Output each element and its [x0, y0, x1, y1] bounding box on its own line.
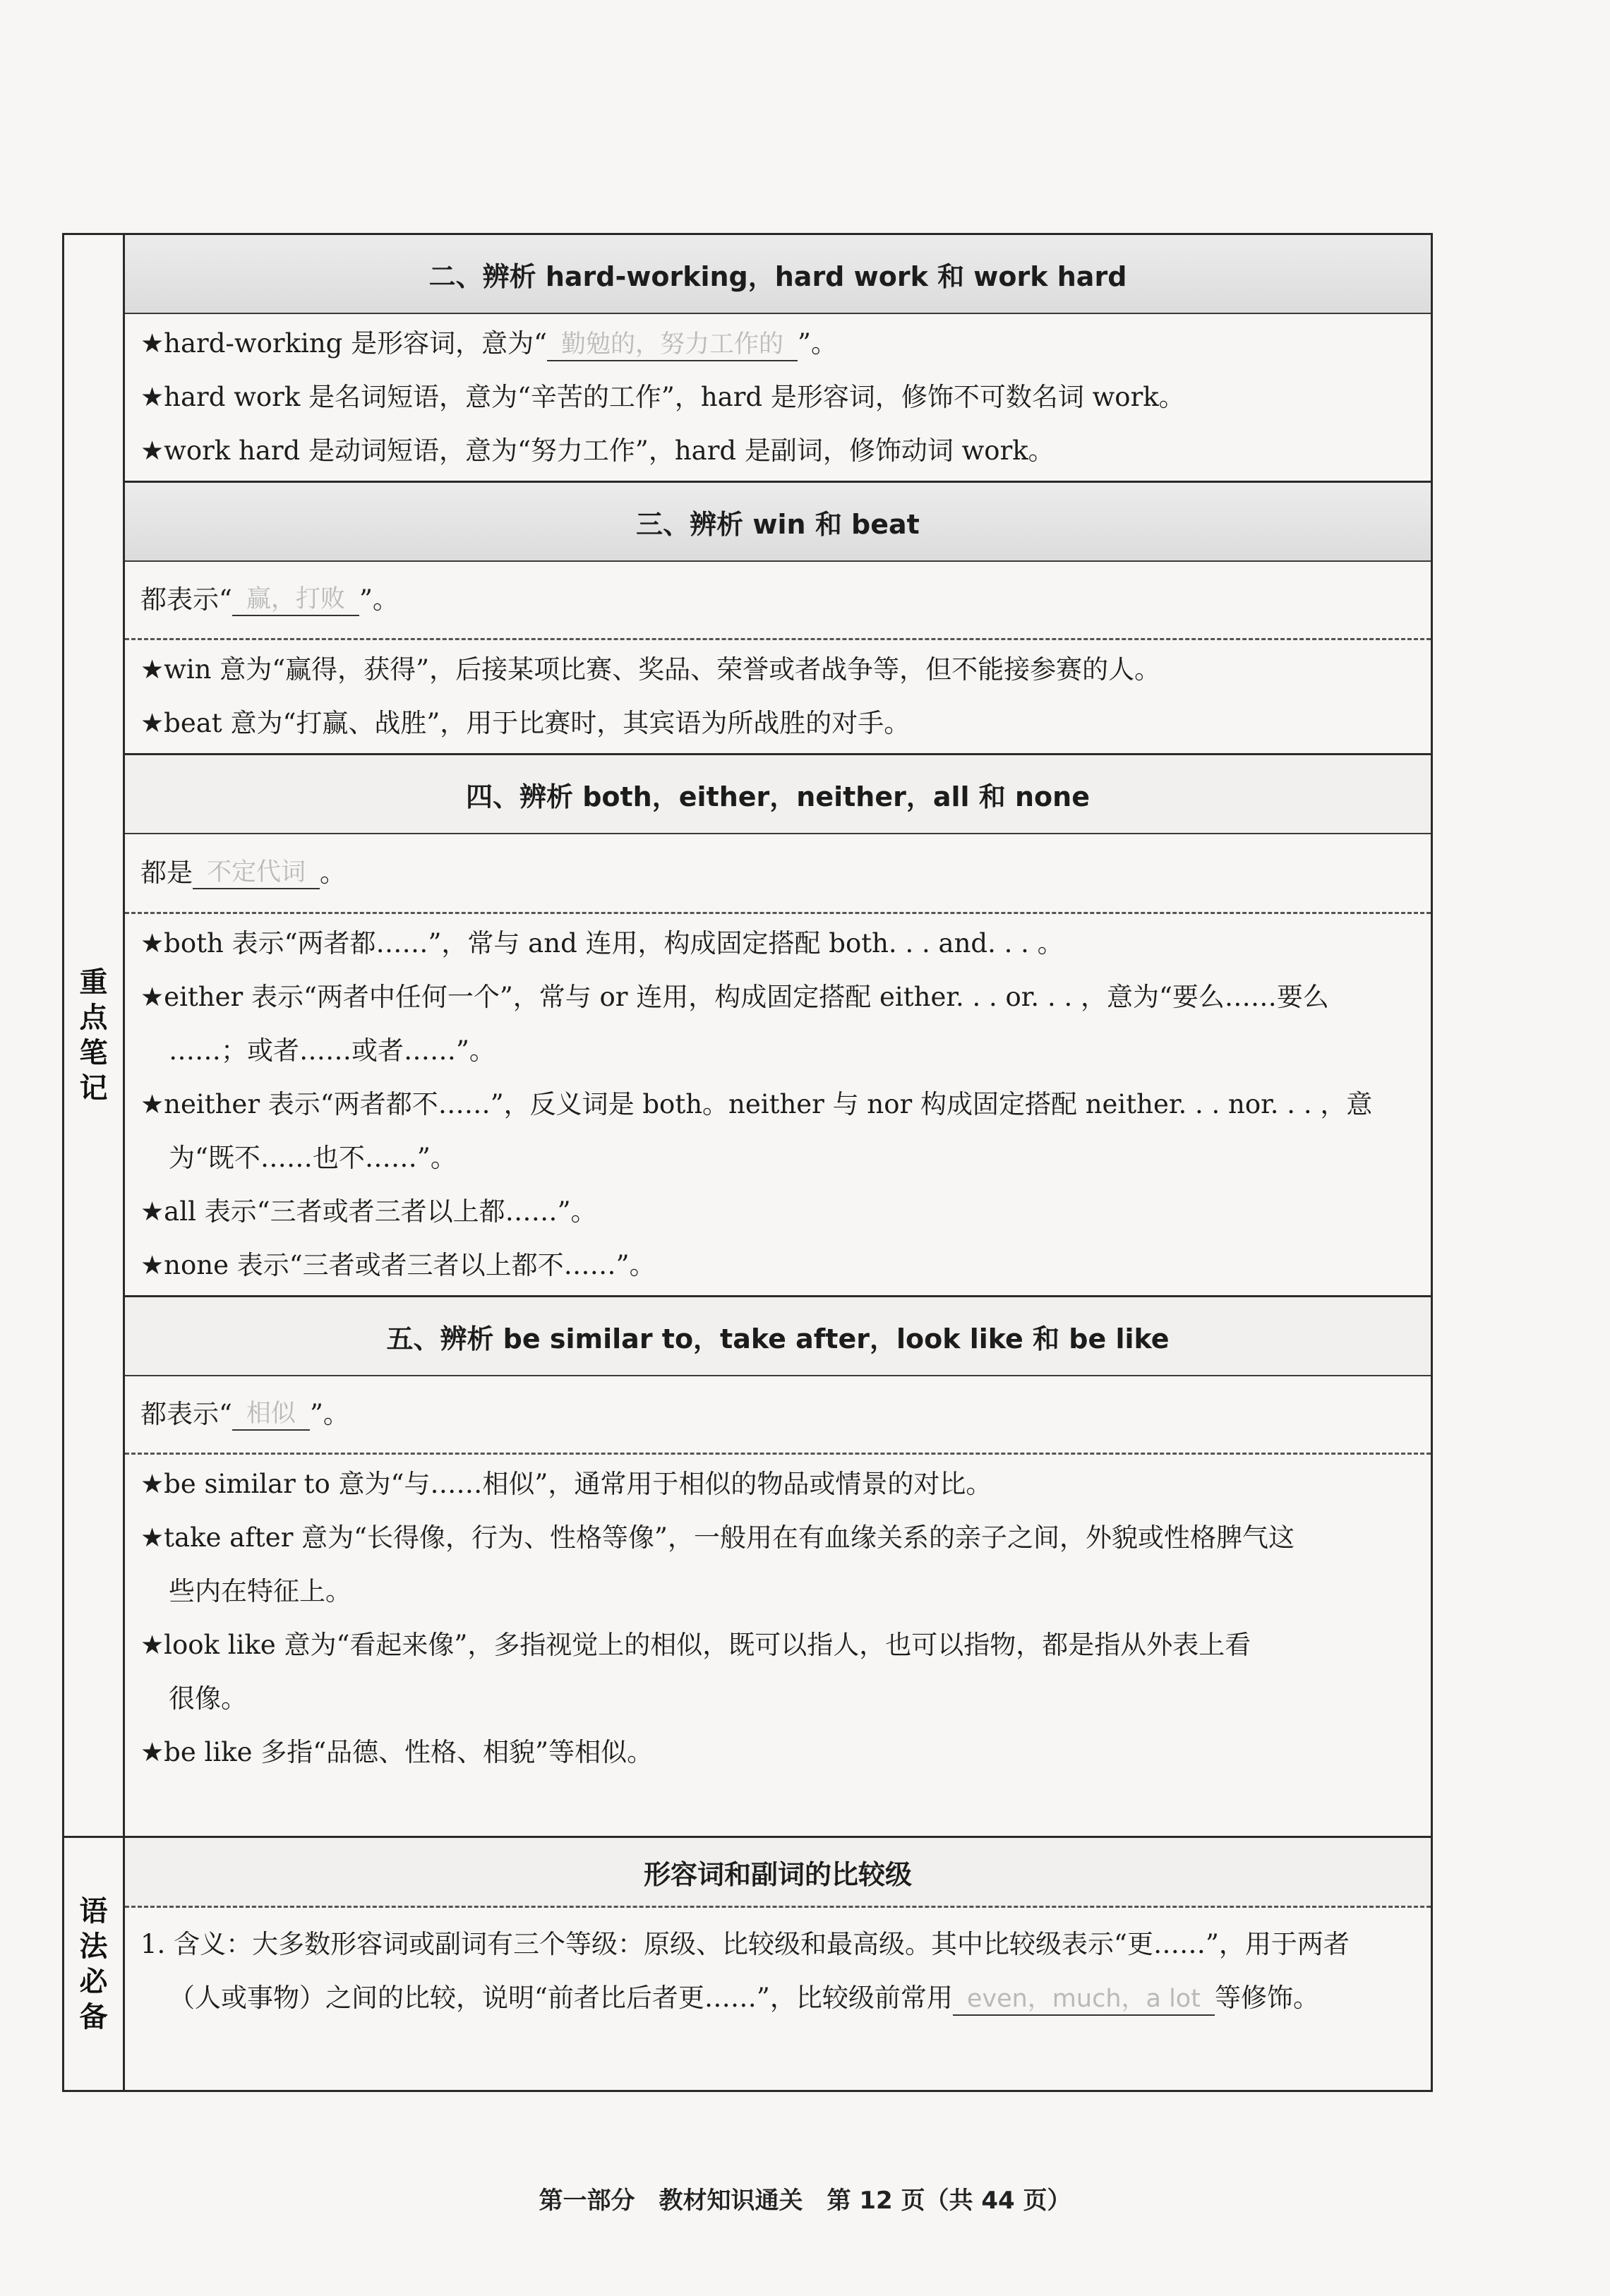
grammar-content: [125, 1836, 1431, 2036]
section-title: 三、辨析 win 和 beat: [125, 483, 1431, 562]
note-line: ★look like 意为“看起来像”，多指视觉上的相似，既可以指人，也可以指物，都是指从外表上看: [140, 1630, 1251, 1660]
section-hard-working: [125, 235, 1431, 481]
answer-blank: 不定代词: [193, 857, 320, 889]
sidebar-grammar-label: 语法必备: [79, 1894, 108, 2033]
note-line: 为“既不……也不……”。: [169, 1143, 457, 1173]
note-line: 些内在特征上。: [169, 1576, 352, 1606]
grammar-line: 1. 含义：大多数形容词或副词有三个等级：原级、比较级和最高级。其中比较级表示“更……”，用于两者: [140, 1929, 1350, 1959]
note-line: ★win 意为“赢得，获得”，后接某项比赛、奖品、荣誉或者战争等，但不能接参赛的人。: [140, 654, 1161, 685]
note-line: ★take after 意为“长得像，行为、性格等像”，一般用在有血缘关系的亲子之间，外貌或性格脾气这: [140, 1522, 1294, 1553]
note-line: ★all 表示“三者或者三者以上都……”。: [140, 1196, 597, 1227]
note-line: ★none 表示“三者或者三者以上都不……”。: [140, 1250, 656, 1280]
answer-blank: even，much，a lot: [953, 1983, 1215, 2016]
note-line: ★hard work 是名词短语，意为“辛苦的工作”，hard 是形容词，修饰不可数名词 work。: [140, 382, 1185, 412]
grammar-line: （人或事物）之间的比较，说明“前者比后者更……”，比较级前常用 even，much，a lot 等修饰。: [140, 1971, 1415, 2025]
sidebar-notes-cell: [64, 235, 125, 1836]
grammar-title: 形容词和副词的比较级: [125, 1838, 1431, 1908]
section-similar: [125, 1295, 1431, 1782]
note-line: ★be similar to 意为“与……相似”，通常用于相似的物品或情景的对比。: [140, 1469, 992, 1499]
answer-blank: 相似: [232, 1398, 310, 1431]
fill-row: 都表示“ 赢，打败 ”。: [140, 584, 399, 615]
sidebar-notes-label: 重点笔记: [79, 966, 108, 1105]
note-line: ……；或者……或者……”。: [169, 1035, 495, 1066]
note-line: 很像。: [169, 1683, 247, 1714]
section-title: 五、辨析 be similar to，take after，look like 和 be like: [125, 1297, 1431, 1376]
answer-blank: 勤勉的，努力工作的: [547, 329, 798, 361]
note-line: ★hard-working 是形容词，意为“ 勤勉的，努力工作的 ”。: [140, 317, 1415, 371]
section-win-beat: [125, 481, 1431, 753]
note-line: ★both 表示“两者都……”，常与 and 连用，构成固定搭配 both. . . and. . . 。: [140, 928, 1064, 958]
note-line: ★be like 多指“品德、性格、相貌”等相似。: [140, 1737, 654, 1767]
note-line: ★work hard 是动词短语，意为“努力工作”，hard 是副词，修饰动词 work。: [140, 435, 1055, 466]
section-both-either: [125, 753, 1431, 1295]
section-title: 四、辨析 both，either，neither，all 和 none: [125, 755, 1431, 834]
notes-table: [62, 233, 1433, 2092]
page-footer: 第一部分 教材知识通关 第 12 页（共 44 页）: [539, 2187, 1071, 2215]
note-line: ★neither 表示“两者都不……”，反义词是 both。neither 与 nor 构成固定搭配 neither. . . nor. . . ，意: [140, 1089, 1373, 1119]
notes-content: [125, 235, 1431, 1782]
sidebar-grammar-cell: [64, 1836, 125, 2090]
fill-row: 都表示“ 相似 ”。: [140, 1399, 349, 1429]
note-line: ★either 表示“两者中任何一个”，常与 or 连用，构成固定搭配 either. . . or. . . ，意为“要么……要么: [140, 982, 1329, 1012]
section-title: 二、辨析 hard-working，hard work 和 work hard: [125, 235, 1431, 314]
note-line: ★beat 意为“打赢、战胜”，用于比赛时，其宾语为所战胜的对手。: [140, 708, 911, 738]
answer-blank: 赢，打败: [232, 584, 359, 616]
fill-row: 都是 不定代词 。: [140, 858, 347, 888]
